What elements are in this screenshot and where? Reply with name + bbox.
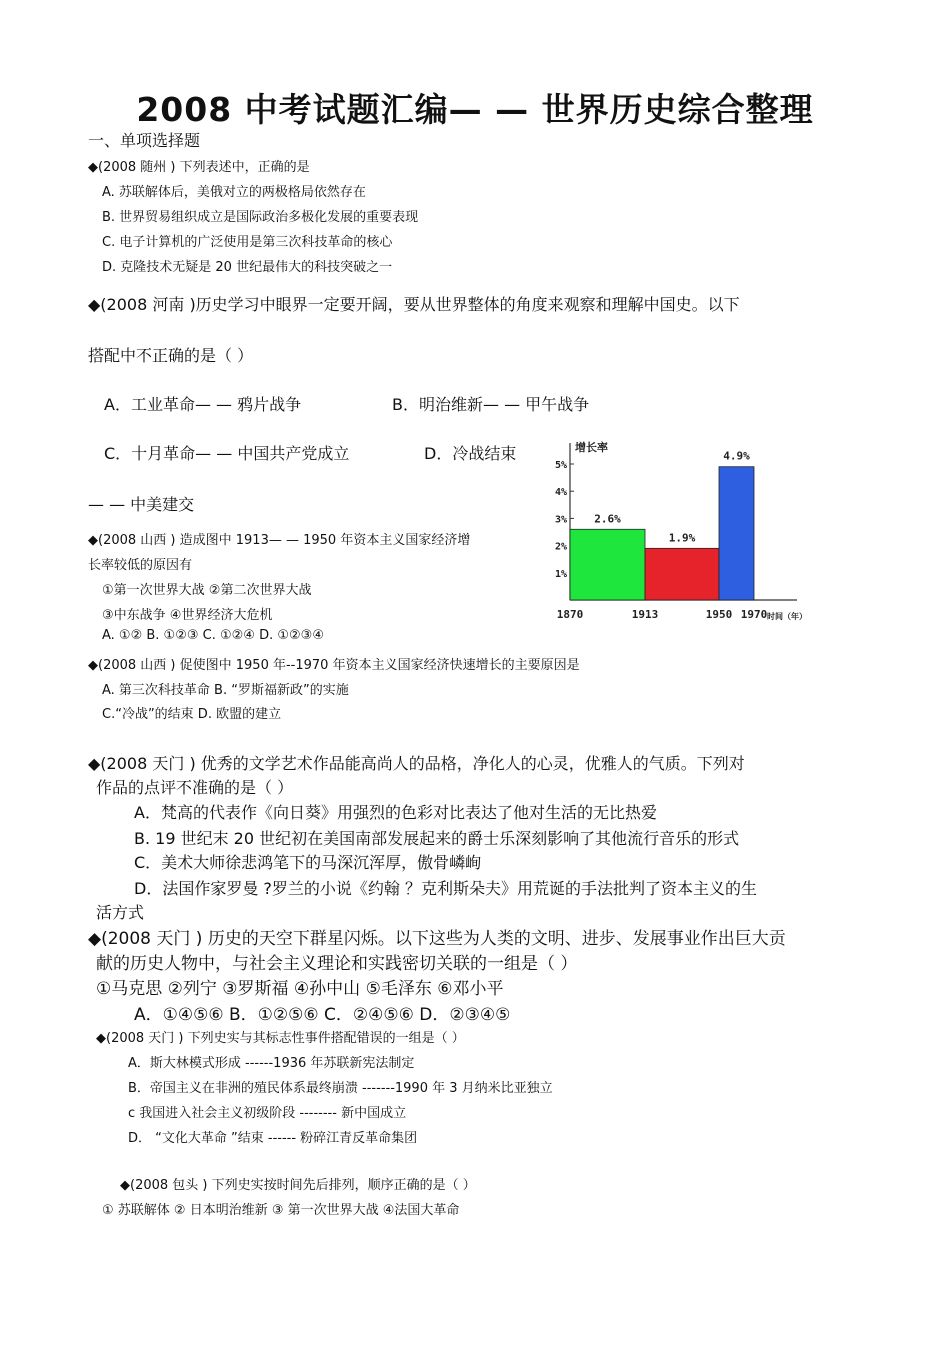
q1-option-a: A. 苏联解体后，美俄对立的两极格局依然存在 xyxy=(102,185,366,200)
x-tick-label: 1970 xyxy=(740,608,768,621)
q5-option-c: C．美术大师徐悲鸿笔下的马深沉浑厚，傲骨嶙峋 xyxy=(134,853,482,872)
q5-option-b: B. 19 世纪末 20 世纪初在美国南部发展起来的爵士乐深刻影响了其他流行音乐的形式 xyxy=(134,829,740,848)
q6-people: ①马克思 ②列宁 ③罗斯福 ④孙中山 ⑤毛泽东 ⑥邓小平 xyxy=(96,979,504,999)
y-tick-label: 5% xyxy=(554,460,567,471)
bar-1913-1950 xyxy=(645,548,719,600)
x-tick-label: 1870 xyxy=(556,608,584,621)
q7-stem: ◆(2008 天门 ) 下列史实与其标志性事件搭配错误的一组是（ ） xyxy=(96,1031,465,1046)
q7-option-b: B．帝国主义在非洲的殖民体系最终崩溃 -------1990 年 3 月纳米比亚独立 xyxy=(128,1081,553,1096)
bar-1950-1970 xyxy=(719,467,754,600)
q2-option-b: B．明治维新— — 甲午战争 xyxy=(392,395,590,414)
q1-option-d: D. 克隆技术无疑是 20 世纪最伟大的科技突破之一 xyxy=(102,260,393,275)
q5-option-d-continued: 活方式 xyxy=(96,903,145,922)
q1-option-b: B. 世界贸易组织成立是国际政治多极化发展的重要表现 xyxy=(102,210,419,225)
y-tick-label: 4% xyxy=(554,487,567,499)
q1-stem: ◆(2008 随州 ) 下列表述中，正确的是 xyxy=(88,160,310,175)
bar-1870-1913 xyxy=(570,529,645,600)
y-axis-label: 增长率 xyxy=(575,441,608,454)
q7-option-d: D． “文化大革命 ”结束 ------ 粉碎江青反革命集团 xyxy=(128,1131,418,1146)
x-tick-label: 1950 xyxy=(705,608,733,621)
q3-options: A. ①② B. ①②③ C. ①②④ D. ①②③④ xyxy=(102,628,324,643)
q6-stem-line1: ◆(2008 天门 ) 历史的天空下群星闪烁。以下这些为人类的文明、进步、发展事业作出巨大贡 xyxy=(88,929,786,949)
q2-stem-line1: ◆(2008 河南 )历史学习中眼界一定要开阔，要从世界整体的角度来观察和理解中国史。以下 xyxy=(88,295,740,314)
q7-option-c: c 我国进入社会主义初级阶段 -------- 新中国成立 xyxy=(128,1106,407,1121)
y-tick-label: 1% xyxy=(554,568,567,580)
q5-option-d: D．法国作家罗曼 ?罗兰的小说《约翰 ？克利斯朵夫》用荒诞的手法批判了资本主义的生 xyxy=(134,879,757,898)
q8-items: ① 苏联解体 ② 日本明治维新 ③ 第一次世界大战 ④法国大革命 xyxy=(102,1203,460,1218)
q1-option-c: C. 电子计算机的广泛使用是第三次科技革命的核心 xyxy=(102,235,393,250)
q4-options-line1: A. 第三次科技革命 B. “罗斯福新政”的实施 xyxy=(102,683,349,698)
q5-stem-line2: 作品的点评不准确的是（ ） xyxy=(96,778,294,797)
q3-stem-line1: ◆(2008 山西 ) 造成图中 1913— — 1950 年资本主义国家经济增 xyxy=(88,533,471,548)
bar-value-label: 1.9% xyxy=(668,531,696,545)
q6-options: A．①④⑤⑥ B．①②⑤⑥ C．②④⑤⑥ D．②③④⑤ xyxy=(134,1005,511,1025)
bar-value-label: 4.9% xyxy=(723,449,750,463)
q2-option-c: C．十月革命— — 中国共产党成立 xyxy=(104,444,350,463)
growth-rate-chart xyxy=(545,435,825,630)
y-tick-label: 3% xyxy=(554,514,567,526)
page-title: 2008 中考试题汇编— — 世界历史综合整理 xyxy=(136,90,814,129)
q2-option-d: D．冷战结束 xyxy=(424,444,517,463)
x-axis-label: 时间（年） xyxy=(767,612,807,621)
q4-stem: ◆(2008 山西 ) 促使图中 1950 年--1970 年资本主义国家经济快速增长的主要原因是 xyxy=(88,658,580,673)
q5-option-a: A．梵高的代表作《向日葵》用强烈的色彩对比表达了他对生活的无比热爱 xyxy=(134,803,657,822)
q3-items-line1: ①第一次世界大战 ②第二次世界大战 xyxy=(102,583,312,598)
x-tick-label: 1913 xyxy=(631,608,659,621)
q2-stem-line2: 搭配中不正确的是（ ） xyxy=(88,346,254,365)
q3-stem-line2: 长率较低的原因有 xyxy=(88,558,193,573)
y-tick-label: 2% xyxy=(554,541,567,553)
q8-stem: ◆(2008 包头 ) 下列史实按时间先后排列，顺序正确的是（ ） xyxy=(120,1178,476,1193)
q7-option-a: A．斯大林模式形成 ------1936 年苏联新宪法制定 xyxy=(128,1056,415,1071)
q2-option-a: A．工业革命— — 鸦片战争 xyxy=(104,395,302,414)
q2-option-d-continued: — — 中美建交 xyxy=(88,495,195,514)
q5-stem-line1: ◆(2008 天门 ) 优秀的文学艺术作品能高尚人的品格，净化人的心灵，优雅人的气质。下列对 xyxy=(88,754,745,773)
q3-items-line2: ③中东战争 ④世界经济大危机 xyxy=(102,608,273,623)
q6-stem-line2: 献的历史人物中，与社会主义理论和实践密切关联的一组是（ ） xyxy=(96,954,578,974)
q4-options-line2: C.“冷战”的结束 D. 欧盟的建立 xyxy=(102,707,282,722)
bar-value-label: 2.6% xyxy=(594,512,621,526)
section-heading: 一、单项选择题 xyxy=(88,131,201,150)
